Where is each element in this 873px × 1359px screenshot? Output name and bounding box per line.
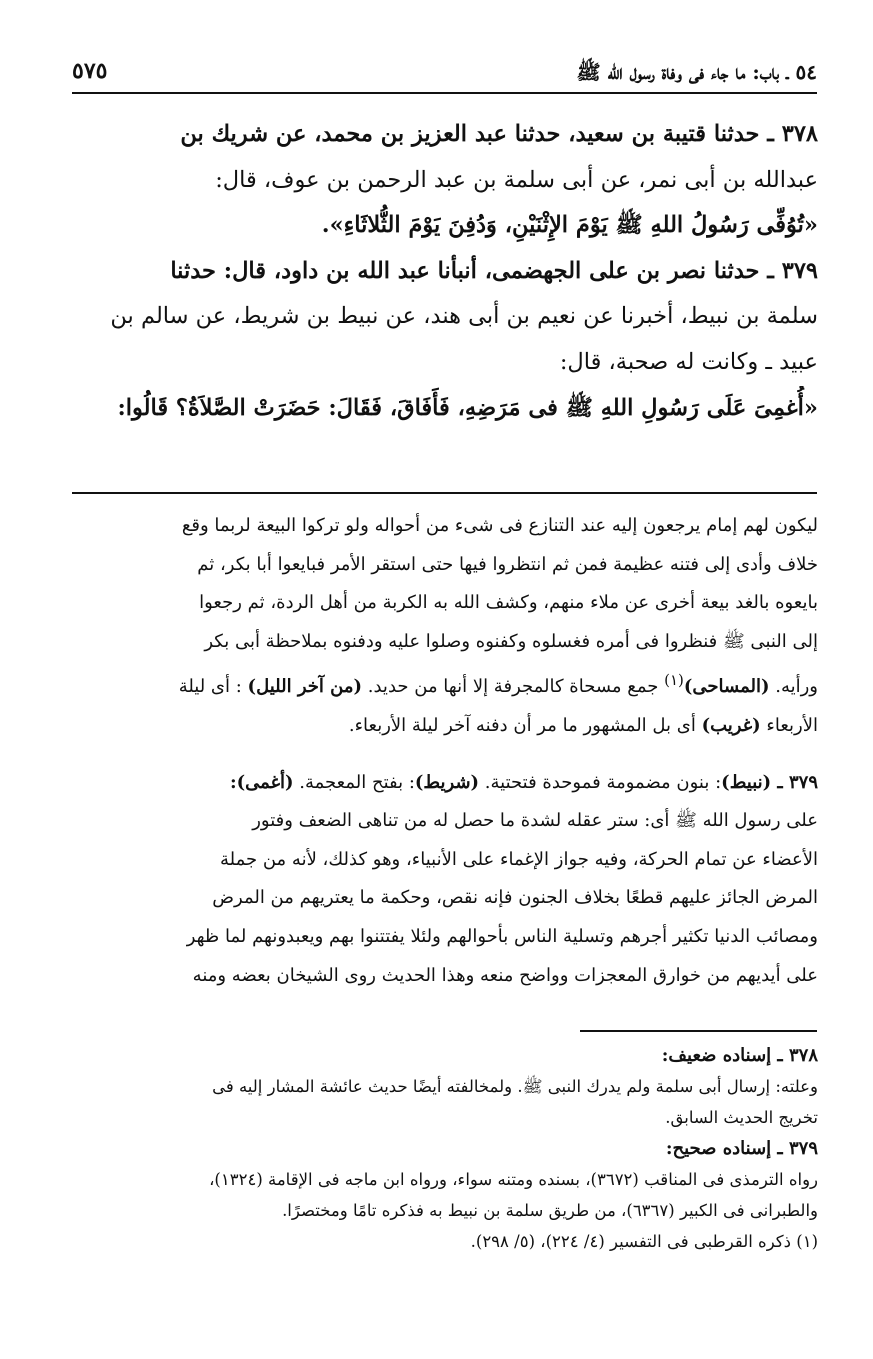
- text-run: أى بل المشهور ما مر أن دفنه آخر ليلة الأربعاء.: [348, 714, 696, 736]
- note-378-line: وعلته: إرسال أبى سلمة ولم يدرك النبى ﷺ. ولمخالفته أيضًا حديث عائشة المشار إليه فى: [212, 1077, 818, 1096]
- text-run: جمع مسحاة كالمجرفة إلا أنها من حديد.: [367, 676, 659, 698]
- note-379-line: والطبرانى فى الكبير (٦٣٦٧)، من طريق سلمة بن نبيط به فذكره تامًا ومختصرًا.: [282, 1201, 818, 1220]
- hadith-379-line: [74, 249, 818, 295]
- note-379-line: رواه الترمذى فى المناقب (٣٦٧٢)، بسنده ومتنه سواء، ورواه ابن ماجه فى الإقامة (١٣٢٤)،: [209, 1170, 818, 1189]
- hadith-378-matn: «تُوُفِّى رَسُولُ اللهِ ﷺ يَوْمَ الإِثْنَيْنِ، وَدُفِنَ يَوْمَ الثُّلاثَاءِ».: [321, 212, 818, 239]
- text-run: الأربعاء: [766, 714, 818, 736]
- hadith-378-isnad-start: ٣٧٨ ـ حدثنا قتيبة بن سعيد، حدثنا عبد العزيز بن محمد، عن شريك بن: [180, 121, 818, 147]
- footnotes: [74, 1040, 818, 1257]
- commentary-part-2: [74, 764, 818, 996]
- chapter-title: ٥٤ ـ باب: ما جاء فى وفاة رسول الله ﷺ: [576, 60, 817, 84]
- term-label: (من آخر الليل): [247, 676, 363, 698]
- hadith-379: [74, 249, 818, 431]
- hadith-379-line: سلمة بن نبيط، أخبرنا عن نعيم بن أبى هند، عن نبيط بن شريط، عن سالم بن: [110, 303, 818, 330]
- term-label: (شريط): [414, 771, 480, 793]
- term-label: (غريب): [701, 714, 761, 736]
- commentary-line: بايعوه بالغد بيعة أخرى عن ملاء منهم، وكشف الله به الكربة من أهل الردة، ثم رجعوا: [199, 592, 818, 614]
- text-run: ورأيه.: [775, 676, 818, 698]
- page-header: [72, 56, 817, 94]
- page-number: ٥٧٥: [72, 58, 108, 84]
- commentary-line: ومصائب الدنيا تكثير أجرهم وتسلية الناس بأحوالهم ولئلا يفتتنوا بهم ويعبدونهم لما ظهر: [186, 925, 818, 947]
- commentary-line: على أيديهم من خوارق المعجزات وواضح منعه وهذا الحديث روى الشيخان بعضه ومنه: [192, 964, 818, 986]
- commentary-line: إلى النبى ﷺ فنظروا فى أمره فغسلوه وكفنوه وصلوا عليه ودفنوه بملاحظة أبى بكر: [204, 630, 818, 652]
- hadith-379-matn: «أُغمِىَ عَلَى رَسُولِ اللهِ ﷺ فى مَرَضِهِ، فَأَفَاقَ، فَقَالَ: حَضَرَتْ الصَّلاَةُ؟ قَالُوا:: [117, 394, 818, 421]
- commentary-line: خلاف وأدى إلى فتنه عظيمة فمن ثم انتظروا فيها حتى استقر الأمر فبايعوا أبا بكر، ثم: [197, 553, 818, 575]
- commentary-line: [74, 764, 818, 803]
- term-label: ٣٧٩ ـ (نبيط): [721, 771, 818, 793]
- note-378-heading: ٣٧٨ ـ إسناده ضعيف:: [661, 1045, 818, 1066]
- commentary-line: ليكون لهم إمام يرجعون إليه عند التنازع فى شىء من أحواله ولو تركوا البيعة لربما وقع: [181, 515, 818, 536]
- hadith-378-line: [74, 112, 818, 158]
- commentary-line: [74, 661, 818, 707]
- footnote-ref: (١): [664, 671, 684, 690]
- term-label: (المساحى): [683, 676, 770, 698]
- term-label: (أغمى):: [230, 771, 294, 793]
- section-divider: [72, 492, 817, 494]
- paragraph-gap: [74, 746, 818, 764]
- text-run: : بفتح المعجمة.: [299, 771, 415, 793]
- hadith-379-line: عبيد ـ وكانت له صحبة، قال:: [559, 348, 818, 375]
- note-379-heading: ٣٧٩ ـ إسناده صحيح:: [665, 1138, 818, 1159]
- footnote-1: (١) ذكره القرطبى فى التفسير (٤/ ٢٢٤)، (٥/ ٢٩٨).: [470, 1232, 818, 1251]
- hadith-text: [74, 112, 818, 431]
- text-run: : أى ليلة: [178, 676, 242, 698]
- commentary-part-1: [74, 507, 818, 746]
- commentary-line: الأعضاء عن تمام الحركة، وفيه جواز الإغماء على الأنبياء، وهو كذلك، لأنه من جملة: [219, 848, 818, 870]
- hadith-378-line: عبدالله بن أبى نمر، عن أبى سلمة بن عبد الرحمن بن عوف، قال:: [215, 166, 818, 193]
- commentary-line: [74, 707, 818, 746]
- text-run: : بنون مضمومة فموحدة فتحتية.: [484, 771, 722, 793]
- notes-divider: [580, 1030, 817, 1032]
- hadith-378: [74, 112, 818, 249]
- commentary-line: المرض الجائز عليهم قطعًا بخلاف الجنون فإنه نقص، وحكمة ما يعتريهم من المرض: [212, 887, 818, 909]
- note-378-line: تخريج الحديث السابق.: [665, 1108, 818, 1127]
- commentary-line: على رسول الله ﷺ أى: ستر عقله لشدة ما حصل له من تناهى الضعف وفتور: [252, 810, 818, 832]
- commentary: [74, 507, 818, 995]
- hadith-379-isnad-start: ٣٧٩ ـ حدثنا نصر بن على الجهضمى، أنبأنا عبد الله بن داود، قال: حدثنا: [170, 257, 818, 284]
